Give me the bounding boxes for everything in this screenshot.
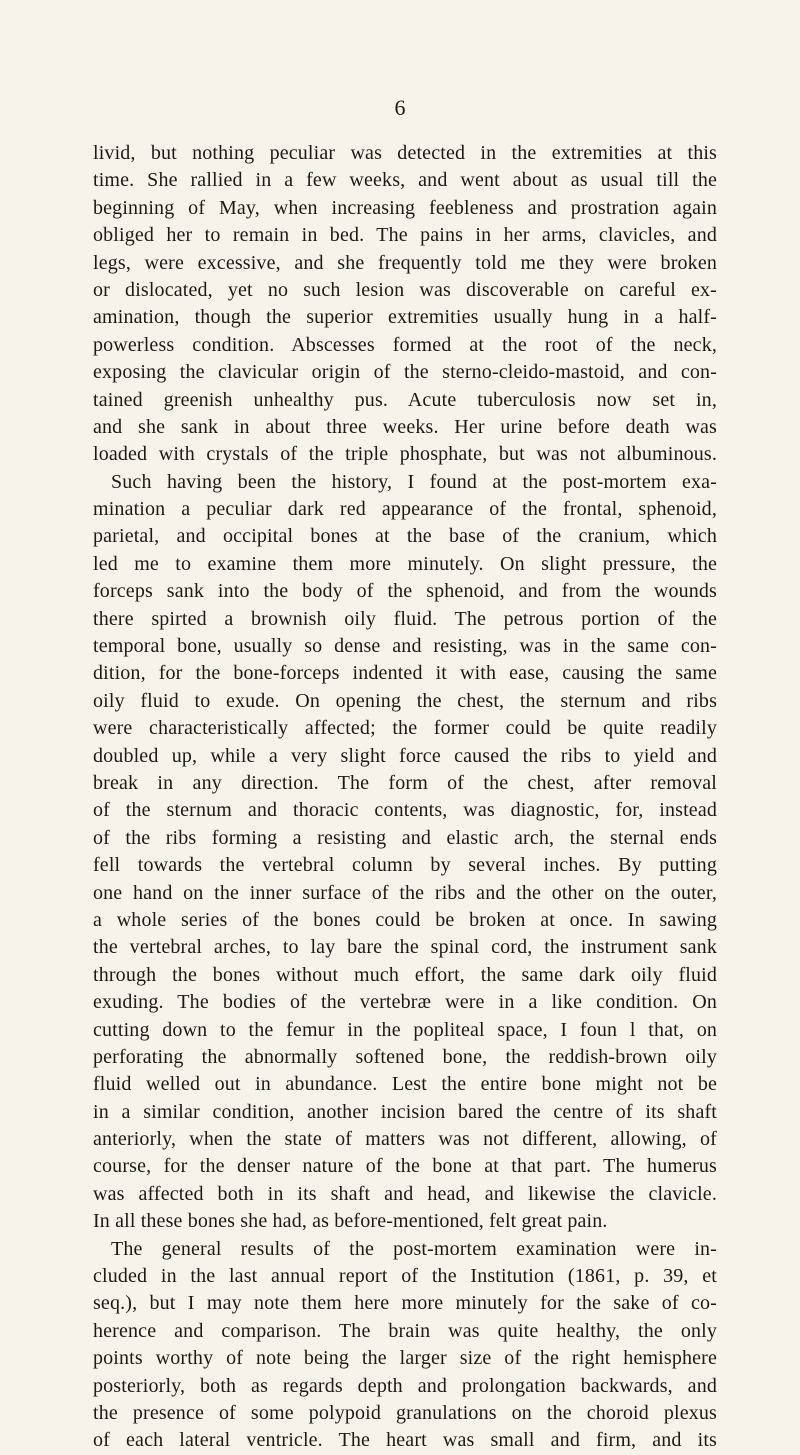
text-line: loaded with crystals of the triple phosphate, but was not albuminous. [93,443,717,466]
text-line: course, for the denser nature of the bone at that part. The humerus [93,1155,717,1178]
text-line: doubled up, while a very slight force caused the ribs to yield and [93,744,717,767]
text-line: one hand on the inner surface of the ribs and the other on the outer, [93,881,717,904]
text-line: of the sternum and thoracic contents, was diagnostic, for, instead [93,799,717,822]
body-text [93,140,717,1455]
text-line: mination a peculiar dark red appearance of the frontal, sphenoid, [93,498,717,521]
text-line: points worthy of note being the larger size of the right hemisphere [93,1347,717,1370]
text-line: herence and comparison. The brain was quite healthy, the only [93,1319,717,1342]
text-line: temporal bone, usually so dense and resisting, was in the same con- [93,635,717,658]
text-line: the presence of some polypoid granulations on the choroid plexus [93,1401,717,1424]
text-line: or dislocated, yet no such lesion was discoverable on careful ex- [93,278,717,301]
page-number: 6 [394,95,406,120]
text-line: of each lateral ventricle. The heart was small and firm, and its [93,1429,717,1452]
text-line: obliged her to remain in bed. The pains in her arms, clavicles, and [93,224,717,247]
text-line: break in any direction. The form of the chest, after removal [93,771,717,794]
text-line: was affected both in its shaft and head, and likewise the clavicle. [93,1182,717,1205]
text-line: In all these bones she had, as before-mentioned, felt great pain. [93,1210,608,1233]
text-line: cluded in the last annual report of the Institution (1861, p. 39, et [93,1265,717,1288]
text-line: the vertebral arches, to lay bare the spinal cord, the instrument sank [93,936,717,959]
text-line: were characteristically affected; the former could be quite readily [93,717,717,740]
text-line: posteriorly, both as regards depth and prolongation backwards, and [93,1374,717,1397]
text-line: time. She rallied in a few weeks, and went about as usual till the [93,169,717,192]
text-line: cutting down to the femur in the popliteal space, I foun l that, on [93,1018,717,1041]
text-line: beginning of May, when increasing feebleness and prostration again [93,196,717,219]
text-line: exuding. The bodies of the vertebræ were in a like condition. On [93,991,717,1014]
text-line: there spirted a brownish oily fluid. The petrous portion of the [93,607,717,630]
text-line: fluid welled out in abundance. Lest the entire bone might not be [93,1073,717,1096]
text-line: livid, but nothing peculiar was detected in the extremities at this [93,142,717,164]
text-line: in a similar condition, another incision bared the centre of its shaft [93,1100,717,1123]
text-line: oily fluid to exude. On opening the chest, the sternum and ribs [93,689,717,712]
text-line: tained greenish unhealthy pus. Acute tuberculosis now set in, [93,388,717,411]
text-line: forceps sank into the body of the sphenoid, and from the wounds [93,580,717,603]
text-line: exposing the clavicular origin of the sterno-cleido-mastoid, and con- [93,361,717,384]
text-line: led me to examine them more minutely. On slight pressure, the [93,552,717,575]
text-line: perforating the abnormally softened bone, the reddish-brown oily [93,1045,717,1068]
text-line: The general results of the post-mortem examination were in- [111,1237,717,1260]
text-line: and she sank in about three weeks. Her urine before death was [93,415,717,438]
text-line: fell towards the vertebral column by several inches. By putting [93,854,717,877]
text-line: of the ribs forming a resisting and elastic arch, the sternal ends [93,826,717,849]
text-line: seq.), but I may note them here more minutely for the sake of co- [93,1292,717,1315]
text-line: anteriorly, when the state of matters was not different, allowing, of [93,1128,717,1151]
text-line: powerless condition. Abscesses formed at the root of the neck, [93,333,717,356]
text-line: through the bones without much effort, the same dark oily fluid [93,963,717,986]
text-line: amination, though the superior extremities usually hung in a half- [93,306,717,329]
text-line: parietal, and occipital bones at the base of the cranium, which [93,525,717,548]
text-line: dition, for the bone-forceps indented it with ease, causing the same [93,662,717,685]
text-line: a whole series of the bones could be broken at once. In sawing [93,908,717,931]
text-line: Such having been the history, I found at the post-mortem exa- [111,470,717,493]
text-line: legs, were excessive, and she frequently told me they were broken [93,251,717,274]
